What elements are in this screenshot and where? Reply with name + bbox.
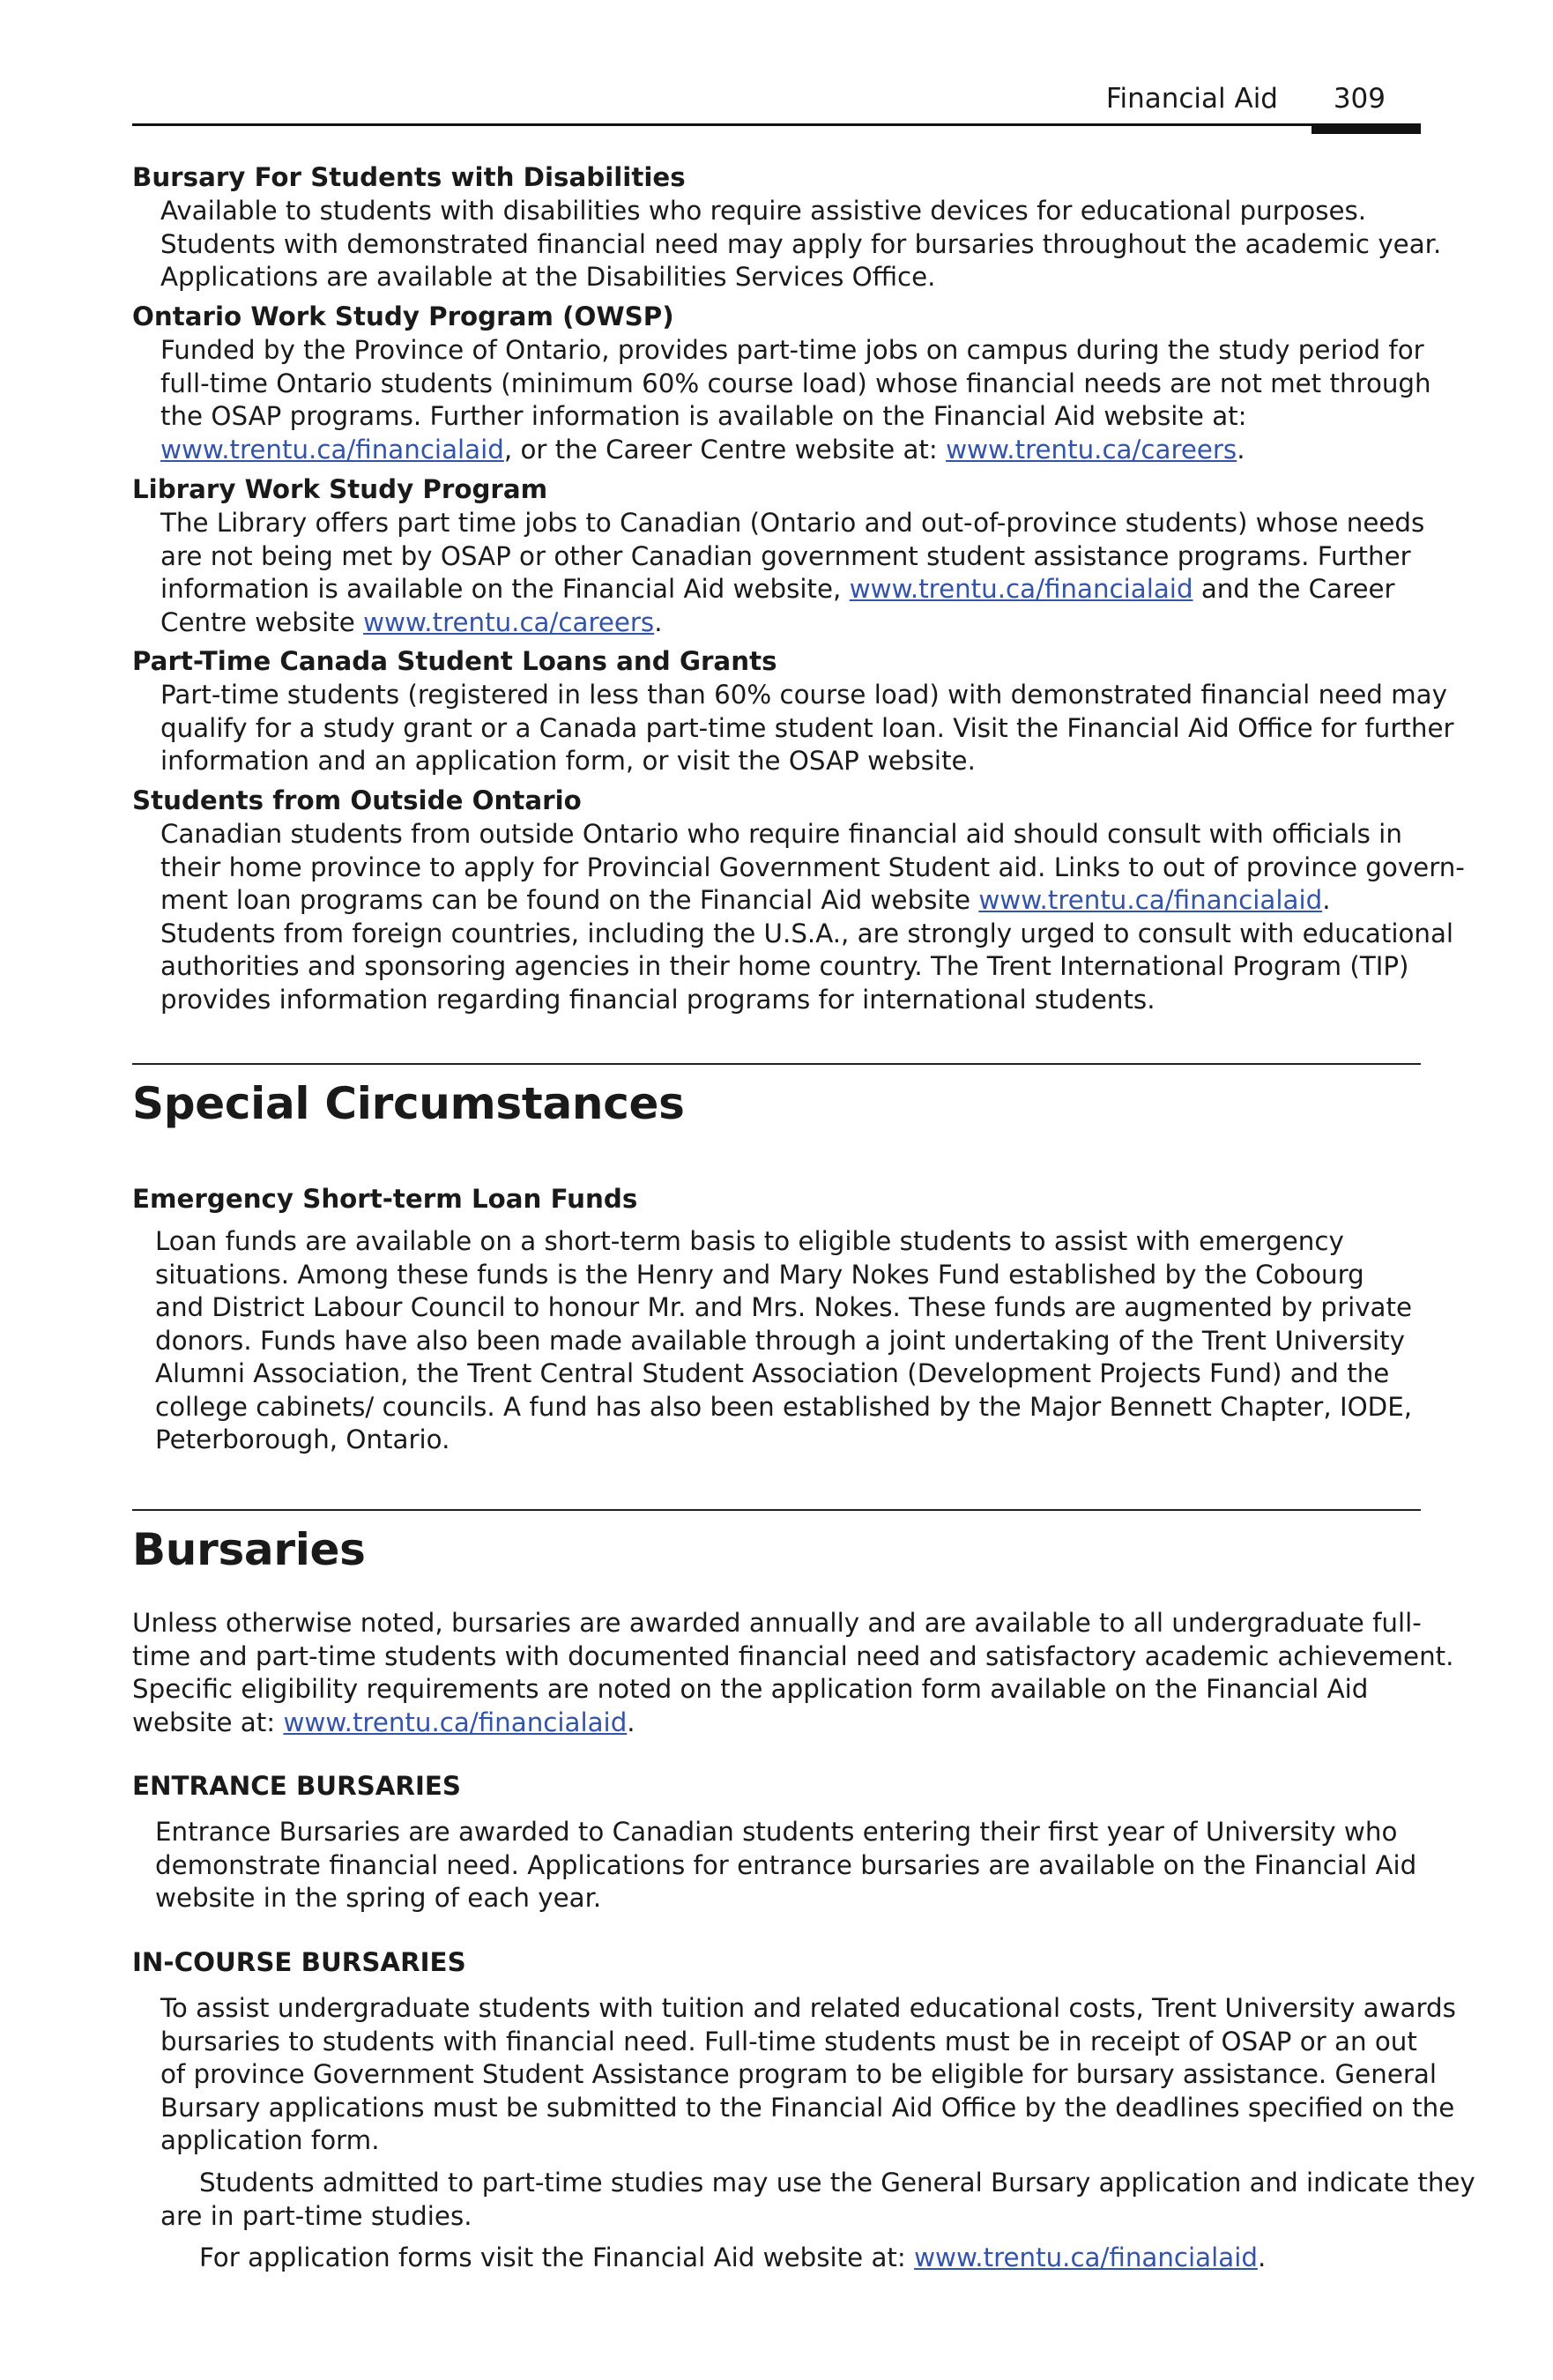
text-line: Canadian students from outside Ontario who require financial aid should consult with officials in bbox=[160, 819, 1402, 849]
text-line bbox=[132, 1707, 1453, 1740]
text-span: website at: bbox=[132, 1707, 284, 1737]
entry-title: Students from Outside Ontario bbox=[132, 785, 582, 815]
financial-aid-link[interactable]: www.trentu.ca/financialaid bbox=[914, 2242, 1258, 2272]
section-divider bbox=[132, 1063, 1421, 1065]
text-line: Students with demonstrated financial need may apply for bursaries throughout the academic year. bbox=[160, 228, 1442, 259]
entry-body bbox=[160, 507, 1430, 639]
text-line: Peterborough, Ontario. bbox=[155, 1424, 450, 1454]
entry-body bbox=[155, 1225, 1424, 1457]
in-course-bursaries-title: IN-COURSE BURSARIES bbox=[132, 1947, 466, 1977]
text-line bbox=[160, 434, 1430, 467]
text-line: situations. Among these funds is the Henry and Mary Nokes Fund established by the Cobourg bbox=[155, 1259, 1364, 1290]
text-line: application form. bbox=[160, 2125, 380, 2155]
entry-body bbox=[160, 679, 1454, 778]
text-line: are in part-time studies. bbox=[160, 2200, 472, 2231]
text-line: Students admitted to part-time studies may use the General Bursary application and indicate they bbox=[199, 2168, 1475, 2198]
header-bar bbox=[1312, 123, 1421, 134]
text-line: Specific eligibility requirements are noted on the application form available on the Financial Aid bbox=[132, 1674, 1369, 1704]
text-line: Part-time students (registered in less than 60% course load) with demonstrated financial need may bbox=[160, 680, 1447, 710]
text-line: Funded by the Province of Ontario, provides part-time jobs on campus during the study period for bbox=[160, 335, 1424, 365]
entrance-bursaries-title: ENTRANCE BURSARIES bbox=[132, 1771, 462, 1801]
in-course-bursaries-body bbox=[160, 1992, 1456, 2158]
text-line bbox=[160, 573, 1430, 606]
text-line: Bursary applications must be submitted to the Financial Aid Office by the deadlines specified on the bbox=[160, 2092, 1455, 2123]
financial-aid-link[interactable]: www.trentu.ca/financialaid bbox=[849, 574, 1193, 604]
page-number: 309 bbox=[1333, 83, 1386, 115]
financial-aid-link[interactable]: www.trentu.ca/financialaid bbox=[283, 1707, 628, 1737]
text-span: and the Career bbox=[1193, 574, 1395, 604]
text-span: . bbox=[1322, 885, 1331, 915]
text-span: . bbox=[1257, 2242, 1267, 2272]
entry-title: Part-Time Canada Student Loans and Grants bbox=[132, 646, 777, 676]
text-span: information is available on the Financial Aid website, bbox=[160, 574, 850, 604]
section-heading-bursaries: Bursaries bbox=[132, 1524, 366, 1575]
text-line: Students from foreign countries, including the U.S.A., are strongly urged to consult with educational bbox=[160, 918, 1454, 948]
financial-aid-link[interactable]: www.trentu.ca/financialaid bbox=[978, 885, 1323, 915]
entry-title: Ontario Work Study Program (OWSP) bbox=[132, 301, 674, 331]
careers-link[interactable]: www.trentu.ca/careers bbox=[946, 434, 1237, 465]
entry-title: Bursary For Students with Disabilities bbox=[132, 162, 686, 192]
text-span: . bbox=[1237, 434, 1245, 465]
text-line: Entrance Bursaries are awarded to Canadian students entering their first year of University who bbox=[155, 1817, 1398, 1847]
financial-aid-link[interactable]: www.trentu.ca/financialaid bbox=[160, 434, 504, 465]
text-line: donors. Funds have also been made available through a joint undertaking of the Trent University bbox=[155, 1325, 1405, 1356]
running-header-title: Financial Aid bbox=[1105, 83, 1278, 115]
text-line bbox=[160, 606, 1430, 640]
part-time-paragraph bbox=[132, 2167, 1475, 2233]
text-line: of province Government Student Assistance program to be eligible for bursary assistance. General bbox=[160, 2059, 1438, 2089]
text-line: website in the spring of each year. bbox=[155, 1883, 602, 1913]
text-span: Centre website bbox=[160, 606, 364, 637]
text-line: Applications are available at the Disabilities Services Office. bbox=[160, 262, 936, 292]
forms-paragraph bbox=[132, 2242, 1266, 2275]
text-line: Loan funds are available on a short-term basis to eligible students to assist with emergency bbox=[155, 1226, 1344, 1256]
text-span: . bbox=[654, 606, 663, 637]
text-span: For application forms visit the Financial Aid website at: bbox=[199, 2242, 915, 2272]
entry-body bbox=[160, 818, 1465, 1016]
running-header bbox=[132, 81, 1421, 126]
text-line: and District Labour Council to honour Mr. and Mrs. Nokes. These funds are augmented by private bbox=[155, 1292, 1413, 1322]
text-line: provides information regarding financial programs for international students. bbox=[160, 984, 1155, 1015]
text-line: The Library offers part time jobs to Canadian (Ontario and out-of-province students) whose needs bbox=[160, 508, 1425, 538]
bursaries-intro bbox=[132, 1607, 1453, 1739]
careers-link[interactable]: www.trentu.ca/careers bbox=[363, 606, 655, 637]
entry-title: Emergency Short-term Loan Funds bbox=[132, 1184, 638, 1214]
text-span: , or the Career Centre website at: bbox=[503, 434, 947, 465]
text-line: time and part-time students with documented financial need and satisfactory academic achievement. bbox=[132, 1640, 1454, 1671]
text-line: their home province to apply for Provincial Government Student aid. Links to out of province govern- bbox=[160, 852, 1465, 882]
entry-body bbox=[160, 334, 1430, 466]
entry-body bbox=[160, 195, 1442, 294]
section-divider bbox=[132, 1509, 1421, 1511]
entrance-bursaries-body bbox=[155, 1816, 1424, 1915]
text-line: To assist undergraduate students with tuition and related educational costs, Trent University awards bbox=[160, 1993, 1456, 2023]
entry-title: Library Work Study Program bbox=[132, 474, 548, 504]
text-line: demonstrate financial need. Applications for entrance bursaries are available on the Financial Aid bbox=[155, 1849, 1417, 1880]
text-line: Available to students with disabilities who require assistive devices for educational purposes. bbox=[160, 196, 1367, 226]
text-line: full-time Ontario students (minimum 60% course load) whose financial needs are not met through bbox=[160, 368, 1431, 398]
text-line: qualify for a study grant or a Canada part-time student loan. Visit the Financial Aid Office for further bbox=[160, 712, 1454, 743]
text-line bbox=[160, 884, 1430, 918]
section-heading-special: Special Circumstances bbox=[132, 1078, 685, 1129]
text-line: the OSAP programs. Further information is available on the Financial Aid website at: bbox=[160, 401, 1247, 431]
text-span: ment loan programs can be found on the Financial Aid website bbox=[160, 885, 979, 915]
text-line bbox=[132, 2242, 1266, 2275]
text-span: . bbox=[627, 1707, 635, 1737]
text-line: Unless otherwise noted, bursaries are awarded annually and are available to all undergraduate full- bbox=[132, 1608, 1422, 1638]
text-line: Alumni Association, the Trent Central Student Association (Development Projects Fund) and the bbox=[155, 1358, 1390, 1388]
text-line: bursaries to students with financial need. Full-time students must be in receipt of OSAP or an out bbox=[160, 2026, 1417, 2056]
text-line: college cabinets/ councils. A fund has also been established by the Major Bennett Chapter, IODE, bbox=[155, 1391, 1413, 1422]
text-line: authorities and sponsoring agencies in their home country. The Trent International Program (TIP) bbox=[160, 951, 1409, 981]
text-line: information and an application form, or visit the OSAP website. bbox=[160, 746, 976, 776]
text-line: are not being met by OSAP or other Canadian government student assistance programs. Further bbox=[160, 540, 1411, 571]
